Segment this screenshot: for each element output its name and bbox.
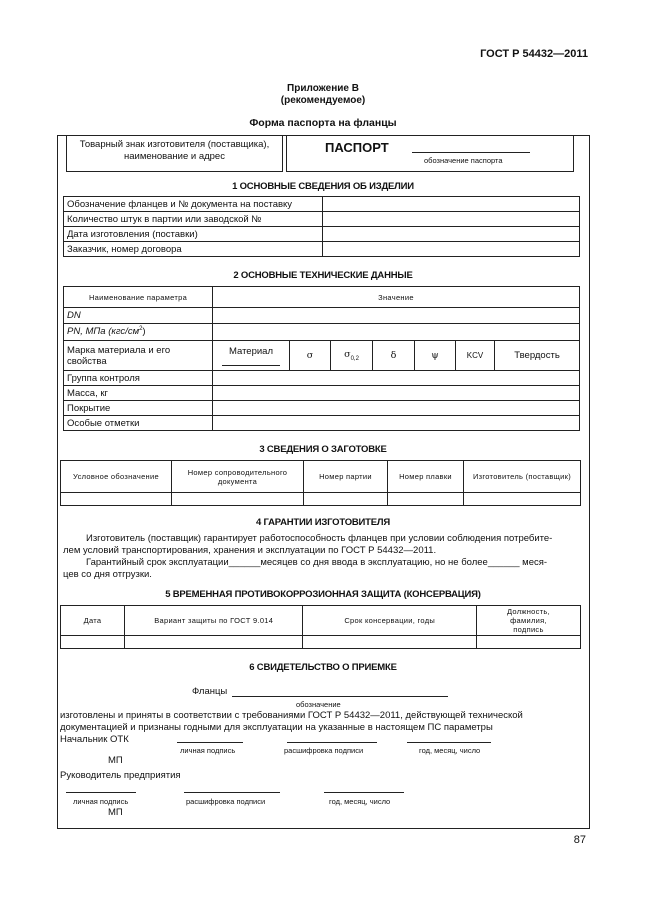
s3-col-header: Номер партии: [304, 461, 388, 493]
kcv-cell[interactable]: KCV: [456, 341, 495, 371]
s2-row-label: Покрытие: [64, 401, 213, 416]
s1-value-cell[interactable]: [323, 212, 580, 227]
s5-col-header: Должность, фамилия, подпись: [476, 606, 580, 636]
s5-cell[interactable]: [61, 636, 125, 649]
otk-date-note: год, месяц, число: [419, 746, 481, 755]
s2-value-cell[interactable]: [213, 401, 580, 416]
sigma-cell[interactable]: σ: [290, 341, 331, 371]
otk-stamp: МП: [108, 755, 123, 766]
s3-col-header: Номер плавки: [388, 461, 464, 493]
passport-label: ПАСПОРТ: [325, 140, 389, 155]
s4-paragraph-2b: цев со дня отгрузки.: [63, 569, 152, 580]
s3-cell[interactable]: [388, 493, 464, 506]
section-3-title: 3 СВЕДЕНИЯ О ЗАГОТОВКЕ: [259, 444, 387, 455]
otk-signature-line[interactable]: [177, 742, 243, 743]
section-2-title: 2 ОСНОВНЫЕ ТЕХНИЧЕСКИЕ ДАННЫЕ: [233, 270, 413, 281]
s3-cell[interactable]: [304, 493, 388, 506]
otk-decode-note: расшифровка подписи: [284, 746, 364, 755]
hardness-cell[interactable]: Твердость: [495, 341, 580, 371]
passport-note: обозначение паспорта: [424, 156, 503, 165]
s5-cell[interactable]: [476, 636, 580, 649]
trademark-label: Товарный знак изготовителя (поставщика),: [79, 139, 270, 150]
pn-value[interactable]: [213, 324, 580, 341]
s3-cell[interactable]: [172, 493, 304, 506]
s4-paragraph-1b: лем условий транспортирования, хранения и эксплуатации по ГОСТ Р 54432—2011.: [63, 545, 437, 556]
s6-paragraph-1: изготовлены и приняты в соответствии с требованиями ГОСТ Р 54432—2011, действующей технической: [60, 710, 523, 721]
section-3-table: [60, 460, 581, 506]
s3-cell[interactable]: [464, 493, 581, 506]
passport-number-line: [412, 152, 530, 153]
s6-paragraph-2: документацией и признаны годными для эксплуатации на указанные в настоящем ПС параметры: [60, 722, 493, 733]
s5-cell[interactable]: [124, 636, 303, 649]
head-stamp: МП: [108, 807, 123, 818]
head-label: Руководитель предприятия: [60, 770, 181, 781]
s2-value-cell[interactable]: [213, 416, 580, 431]
delta-cell[interactable]: δ: [373, 341, 415, 371]
s3-col-header: Номер сопроводительного документа: [172, 461, 304, 493]
s2-row-label: Масса, кг: [64, 386, 213, 401]
s5-cell[interactable]: [303, 636, 476, 649]
s4-paragraph-2a: Гарантийный срок эксплуатации______месяцев со дня ввода в эксплуатацию, но не более______ меся-: [86, 557, 548, 568]
trademark-label-2: наименование и адрес: [124, 151, 225, 162]
standard-header: ГОСТ Р 54432—2011: [480, 48, 588, 60]
section-4-title: 4 ГАРАНТИИ ИЗГОТОВИТЕЛЯ: [256, 517, 390, 528]
s5-col-header: Срок консервации, годы: [303, 606, 476, 636]
head-decode-note: расшифровка подписи: [186, 797, 266, 806]
head-date-line[interactable]: [324, 792, 404, 793]
s1-value-cell[interactable]: [323, 242, 580, 257]
material-cell[interactable]: Материал: [213, 341, 290, 371]
material-label: Марка материала и его свойства: [64, 341, 213, 371]
col-param-header: Наименование параметра: [64, 287, 213, 308]
s1-row-label: Количество штук в партии или заводской №: [64, 212, 323, 227]
s1-value-cell[interactable]: [323, 197, 580, 212]
s1-row-label: Заказчик, номер договора: [64, 242, 323, 257]
s2-value-cell[interactable]: [213, 371, 580, 386]
s1-value-cell[interactable]: [323, 227, 580, 242]
col-value-header: Значение: [213, 287, 580, 308]
s1-row-label: Обозначение фланцев и № документа на поставку: [64, 197, 323, 212]
s3-col-header: Изготовитель (поставщик): [464, 461, 581, 493]
form-title: Форма паспорта на фланцы: [249, 117, 397, 129]
appendix-subtitle: (рекомендуемое): [280, 95, 366, 106]
s1-row-label: Дата изготовления (поставки): [64, 227, 323, 242]
section-5-title: 5 ВРЕМЕННАЯ ПРОТИВОКОРРОЗИОННАЯ ЗАЩИТА (КОНСЕРВАЦИЯ): [165, 589, 481, 600]
head-date-note: год, месяц, число: [329, 797, 391, 806]
flanges-designation-line[interactable]: [232, 696, 448, 697]
s3-col-header: Условное обозначение: [61, 461, 172, 493]
s2-value-cell[interactable]: [213, 386, 580, 401]
s2-row-label: Группа контроля: [64, 371, 213, 386]
dn-value[interactable]: [213, 308, 580, 324]
s4-paragraph-1a: Изготовитель (поставщик) гарантирует работоспособность фланцев при условии соблюдения потребите-: [86, 533, 553, 544]
sigma02-cell[interactable]: $\sigma_{0,2}$: [331, 341, 373, 371]
otk-signature-note: личная подпись: [180, 746, 236, 755]
head-signature-line[interactable]: [66, 792, 136, 793]
section-1-title: 1 ОСНОВНЫЕ СВЕДЕНИЯ ОБ ИЗДЕЛИИ: [232, 181, 414, 192]
appendix-title: Приложение В: [287, 83, 359, 94]
otk-decode-line[interactable]: [287, 742, 377, 743]
flanges-label: Фланцы: [192, 686, 228, 697]
s2-row-label: Особые отметки: [64, 416, 213, 431]
otk-date-line[interactable]: [407, 742, 491, 743]
section-2-table: [63, 286, 580, 431]
s5-col-header: Дата: [61, 606, 125, 636]
section-5-table: [60, 605, 581, 649]
otk-label: Начальник ОТК: [60, 734, 129, 745]
designation-note: обозначение: [296, 700, 341, 709]
head-decode-line[interactable]: [184, 792, 280, 793]
pn-label: PN, МПа $(кгс/см^2)$: [64, 324, 213, 341]
head-signature-note: личная подпись: [73, 797, 129, 806]
dn-label: DN: [64, 308, 213, 324]
section-6-title: 6 СВИДЕТЕЛЬСТВО О ПРИЕМКЕ: [249, 662, 397, 673]
s5-col-header: Вариант защиты по ГОСТ 9.014: [124, 606, 303, 636]
s3-cell[interactable]: [61, 493, 172, 506]
page-number: 87: [573, 834, 586, 846]
section-1-table: [63, 196, 580, 257]
psi-cell[interactable]: ψ: [415, 341, 456, 371]
